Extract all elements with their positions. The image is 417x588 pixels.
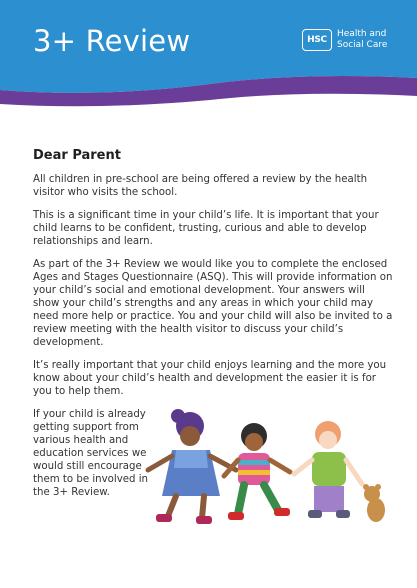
children-illustration bbox=[140, 398, 400, 538]
paragraph-5: If your child is already getting support from various health and education services we would still encourage them to be involved in the 3+ Review. bbox=[33, 409, 148, 498]
child-1 bbox=[148, 409, 236, 524]
teddy-bear-icon bbox=[363, 484, 385, 522]
logo-line-1: Health and bbox=[337, 29, 387, 39]
child-3 bbox=[294, 421, 362, 518]
page-title: 3+ Review bbox=[33, 24, 191, 58]
paragraph-4: It’s really important that your child enjoys learning and the more you know about your child’s health and development the easier it is for you to help them. bbox=[33, 360, 387, 397]
logo-line-2: Social Care bbox=[337, 40, 388, 50]
paragraph-2: This is a significant time in your child’s life. It is important that your child learns to be confident, trusting, curious and able to develop relationships and learn. bbox=[33, 210, 379, 247]
hsc-logo bbox=[302, 29, 387, 51]
letter-body bbox=[33, 148, 393, 408]
paragraph-1: All children in pre-school are being offered a review by the health visitor who visits the school. bbox=[33, 174, 368, 198]
greeting: Dear Parent bbox=[33, 148, 121, 163]
hsc-logo-text bbox=[337, 29, 387, 51]
hsc-logo-badge: HSC bbox=[302, 29, 332, 51]
header-banner bbox=[0, 0, 417, 110]
paragraph-3: As part of the 3+ Review we would like you to complete the enclosed Ages and Stages Questionnaire (ASQ). This will provide information on your child’s social and emotional development. Your answers will show your child’s strengths and any areas in which your child may need more help or practice. You and your child will also be invited to a review meeting with the health visitor to discuss your child’s development. bbox=[33, 259, 393, 348]
